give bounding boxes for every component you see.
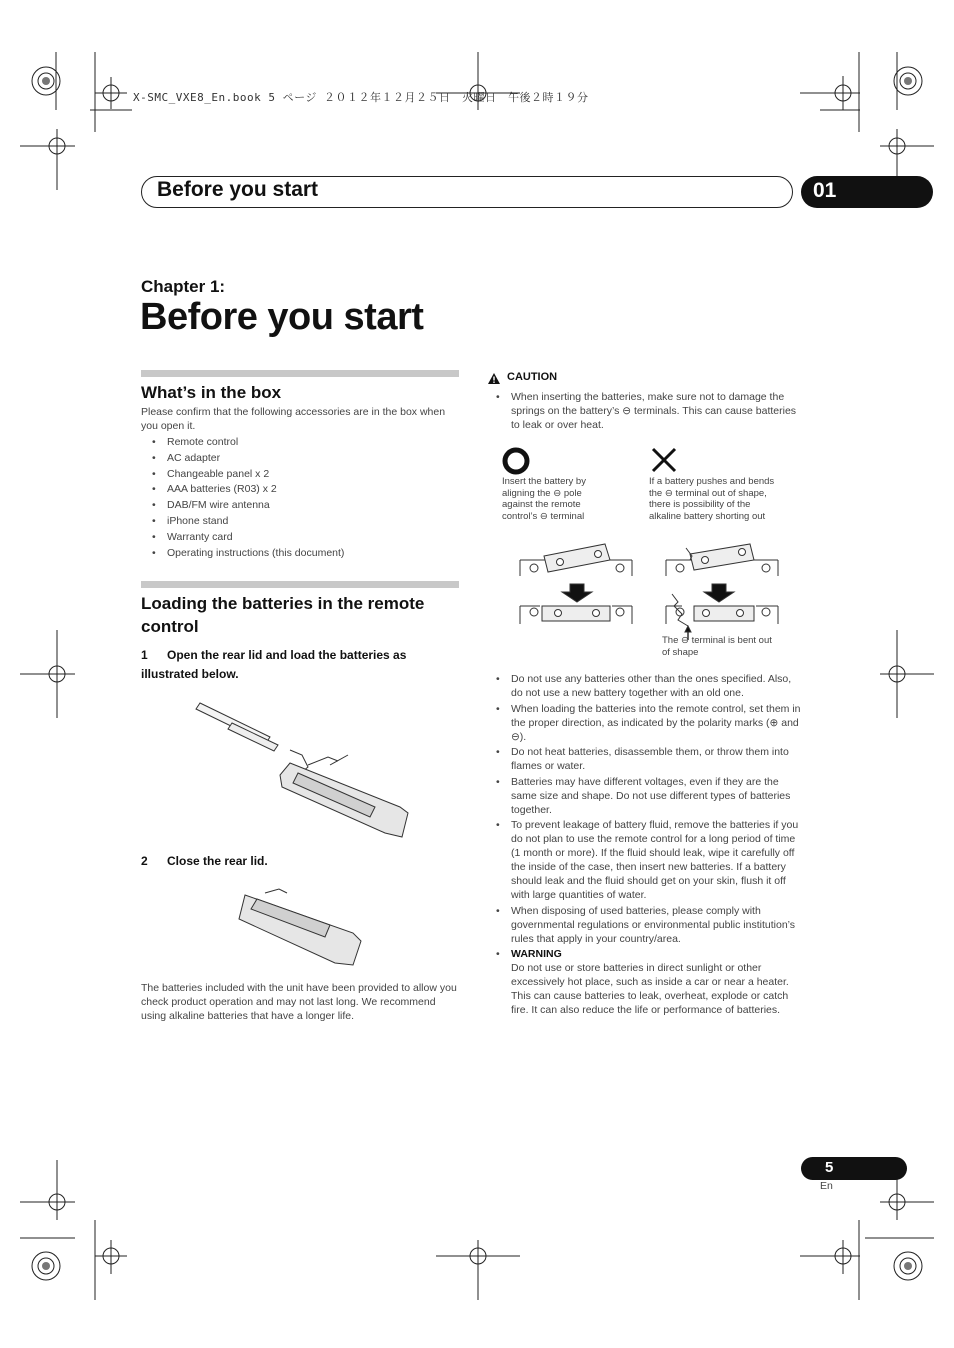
caution-list [496, 672, 802, 1019]
section-divider [141, 581, 459, 588]
box-section-title: What’s in the box [141, 383, 282, 402]
list-item: • iPhone stand [152, 515, 344, 531]
warning-text: Do not use or store batteries in direct sunlight or other excessively hot place, such as inside a car or near a heater. This can cause batteries to leak, overheat, explode or catch fire. It can also reduce the life or performance of batteries. [511, 962, 789, 1016]
battery-orientation-figure [500, 444, 800, 644]
accessory-list [152, 436, 344, 562]
chapter-label: Chapter 1: [141, 277, 226, 296]
remote-open-lid-illustration [190, 695, 415, 845]
warning-label: • WARNING [511, 948, 562, 960]
list-item: • Remote control [152, 436, 344, 452]
wrong-caption: If a battery pushes and bends the ⊖ terminal out of shape, there is possibility of the alkaline battery shorting out [649, 476, 775, 522]
list-item: • Do not use any batteries other than the ones specified. Also, do not use a new battery together with an old one. [496, 672, 802, 700]
list-item: • AAA batteries (R03) x 2 [152, 483, 344, 499]
chapter-number: 01 [813, 179, 837, 202]
box-intro: Please confirm that the following accessories are in the box when you open it. [141, 406, 446, 432]
correct-caption: Insert the battery by aligning the ⊖ pole against the remote control’s ⊖ terminal [502, 476, 586, 522]
step-2 [141, 852, 268, 871]
chapter-number-badge [801, 176, 933, 208]
list-item: • Operating instructions (this document) [152, 547, 344, 563]
running-header-title: Before you start [157, 178, 319, 201]
correct-circle-icon [505, 450, 527, 472]
remote-closed-lid-illustration [235, 885, 365, 970]
page-number: 5 [825, 1159, 834, 1176]
caution-label: CAUTION [507, 371, 558, 383]
list-item: • When disposing of used batteries, please comply with governmental regulations or environmental public institution’s rules that apply in your country/area. [496, 904, 802, 946]
list-item: • Do not heat batteries, disassemble them, or throw them into flames or water. [496, 745, 802, 773]
list-item: • Batteries may have different voltages, even if they are the same size and shape. Do not use different types of batteries together. [496, 775, 802, 817]
print-header-info: X-SMC_VXE8_En.book 5 ページ ２０１２年１２月２５日 火曜日 午後２時１９分 [133, 91, 589, 104]
list-item: • When inserting the batteries, make sure not to damage the springs on the battery’s ⊖ terminals. This can cause batteries to leak or over heat. [496, 390, 802, 432]
list-item: • When loading the batteries into the remote control, set them in the proper direction, as indicated by the polarity marks (⊕ and ⊖). [496, 702, 802, 744]
wrong-cross-icon [653, 449, 675, 471]
bent-caption: The ⊖ terminal is bent out of shape [662, 635, 772, 658]
list-item: • DAB/FM wire antenna [152, 499, 344, 515]
page-number-badge [801, 1157, 907, 1180]
step-text: Open the rear lid and load the batteries as illustrated below. [141, 648, 407, 681]
battery-section-title: Loading the batteries in the remote control [141, 594, 425, 636]
list-item: • Warranty card [152, 531, 344, 547]
step-text: Close the rear lid. [167, 854, 268, 868]
step-1 [141, 646, 459, 684]
step-number: 2 [141, 854, 148, 868]
list-item: • To prevent leakage of battery fluid, remove the batteries if you do not plan to use the remote control for a long period of time (1 month or more). If the fluid should leak, wipe it carefully off the inside of the case, then insert new batteries. If a battery should leak and the fluid should get on your skin, flush it off with large quantities of water. [496, 818, 802, 902]
warning-item [496, 947, 802, 1017]
caution-first-list [496, 390, 802, 434]
step-number: 1 [141, 648, 148, 662]
battery-note: The batteries included with the unit have been provided to allow you check product operation and may not last long. We recommend using alkaline batteries that have a longer life. [141, 982, 457, 1022]
section-divider [141, 370, 459, 377]
language-code: En [820, 1180, 833, 1192]
warning-triangle-icon [487, 372, 501, 385]
list-item: • Changeable panel x 2 [152, 468, 344, 484]
chapter-title: Before you start [140, 296, 424, 338]
list-item: • AC adapter [152, 452, 344, 468]
